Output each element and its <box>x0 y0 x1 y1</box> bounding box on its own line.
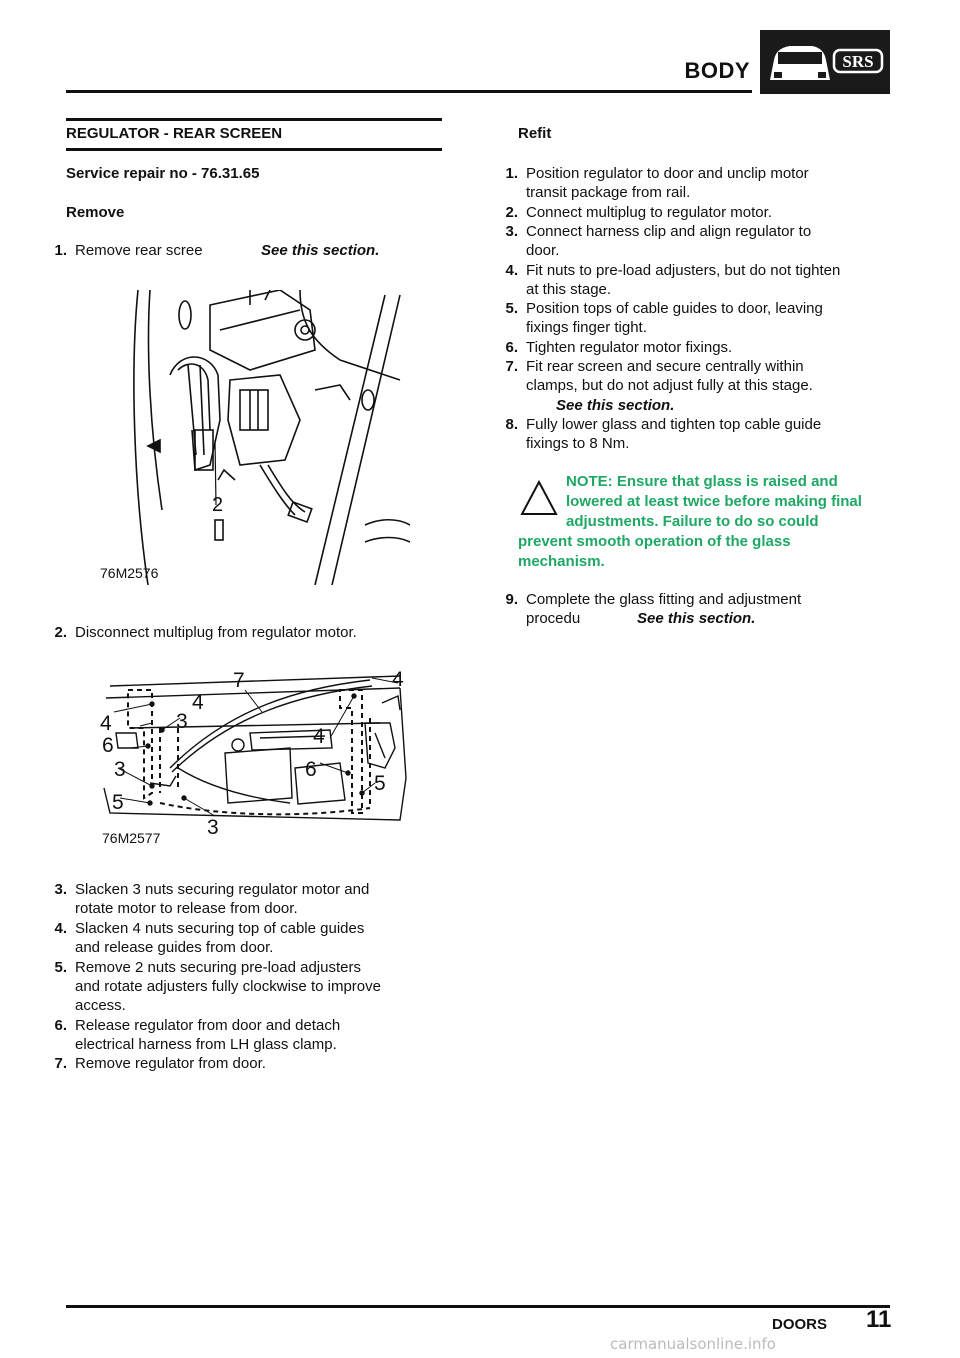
watermark: carmanualsonline.info <box>610 1335 776 1353</box>
note-line-2: lowered at least twice before making final <box>566 493 862 510</box>
note-line-4: prevent smooth operation of the glass <box>518 533 791 550</box>
figure-callout-3: 3 <box>176 710 188 733</box>
figure-76m2577 <box>100 668 410 848</box>
remove-label: Remove <box>66 204 125 221</box>
figure-callout-4: 4 <box>192 691 204 714</box>
page-number: 11 <box>866 1306 892 1333</box>
note-line-5: mechanism. <box>518 553 605 570</box>
figure-callout-4: 4 <box>313 725 325 748</box>
heading-rule-bottom <box>66 148 442 151</box>
footer-section: DOORS <box>772 1316 828 1333</box>
figure-callout-6: 6 <box>102 734 114 757</box>
figure-callout-5: 5 <box>112 791 124 814</box>
service-repair-no: Service repair no - 76.31.65 <box>66 165 260 182</box>
note-line-1: NOTE: Ensure that glass is raised and <box>566 473 838 490</box>
see-section-link[interactable]: See this section. <box>556 397 675 414</box>
figure-code: 76M2576 <box>100 565 159 581</box>
figure-callout-2: 2 <box>212 494 224 516</box>
car-srs-logo <box>760 30 890 94</box>
figure-callout-5: 5 <box>374 772 386 795</box>
see-section-link[interactable]: See this section. <box>261 242 380 259</box>
footer-rule <box>66 1305 890 1308</box>
figure-callout-3: 3 <box>114 758 126 781</box>
figure-callout-7: 7 <box>233 669 245 692</box>
header-rule <box>66 90 752 93</box>
caution-triangle-icon <box>518 478 560 520</box>
page-heading: REGULATOR - REAR SCREEN <box>66 125 283 142</box>
figure-code: 76M2577 <box>102 830 161 846</box>
heading-rule-top <box>66 118 442 121</box>
figure-76m2576 <box>100 290 410 585</box>
section-title: BODY <box>684 58 750 83</box>
figure-callout-4: 4 <box>392 668 404 691</box>
srs-logo-text: SRS <box>842 52 874 71</box>
see-section-link[interactable]: See this section. <box>637 610 756 627</box>
note-line-3: adjustments. Failure to do so could <box>566 513 819 530</box>
refit-label: Refit <box>518 125 552 142</box>
figure-callout-3: 3 <box>207 816 219 839</box>
figure-callout-4: 4 <box>100 712 112 735</box>
figure-callout-6: 6 <box>305 758 317 781</box>
